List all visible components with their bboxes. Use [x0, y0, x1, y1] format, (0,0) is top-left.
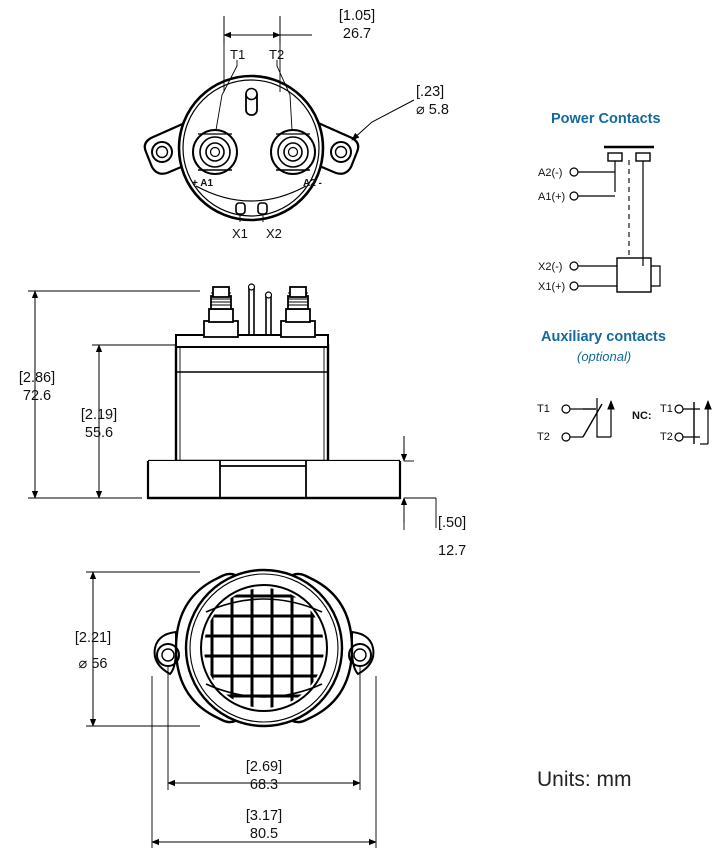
aux-left-terminal-t1: T1 [537, 403, 550, 415]
bottom-view-overall-width-inch: [3.17] [245, 808, 283, 824]
aux-nc-label: NC: [632, 410, 652, 422]
top-view-label-x2: X2 [266, 226, 282, 241]
power-terminal-x1: X1(+) [538, 281, 566, 293]
side-view-body-height-inch: [2.19] [80, 407, 118, 423]
bottom-view-mount-center-inch: [2.69] [245, 759, 283, 775]
top-view-label-a1: + A1 [192, 178, 214, 189]
side-view-geometry [148, 284, 400, 498]
bottom-view-geometry [155, 570, 374, 726]
top-view-label-t2: T2 [269, 47, 285, 62]
top-view-width-mm: 26.7 [342, 26, 372, 42]
top-view-hole-mm-value: 5.8 [428, 102, 449, 118]
aux-right-terminal-t2: T2 [660, 431, 673, 443]
side-view-base-thickness-inch: [.50] [438, 515, 467, 531]
top-view-label-x1: X1 [232, 226, 248, 241]
auxiliary-contacts-title: Auxiliary contacts [541, 329, 666, 345]
top-view-hole-leader [352, 100, 414, 140]
dia-symbol-icon: ⌀ [416, 102, 425, 118]
auxiliary-contacts-subtitle: (optional) [577, 349, 632, 364]
side-view-overall-height-mm: 72.6 [22, 388, 52, 404]
bottom-view-dia-inch: [2.21] [74, 630, 112, 646]
top-view-label-a2: A2 - [303, 178, 322, 189]
side-view-overall-height-inch: [2.86] [18, 370, 56, 386]
aux-right-terminal-t1: T1 [660, 403, 673, 415]
dia-symbol-icon-2: ⌀ [78, 656, 88, 672]
bottom-view-overall-width-mm: 80.5 [249, 826, 279, 842]
units-note: Units: mm [537, 768, 632, 791]
aux-left-terminal-t2: T2 [537, 431, 550, 443]
top-view-hole-mm [416, 102, 506, 119]
bottom-view-dia-mm-value: 56 [91, 656, 108, 672]
power-terminal-a1: A1(+) [538, 191, 566, 203]
side-view-body-height-mm: 55.6 [84, 425, 114, 441]
top-view-label-t1: T1 [230, 47, 246, 62]
bottom-view-mount-center-mm: 68.3 [249, 777, 279, 793]
side-view-base-thickness-mm: 12.7 [438, 543, 467, 559]
power-contacts-title: Power Contacts [551, 111, 661, 127]
top-view-geometry [145, 76, 358, 220]
power-terminal-a2: A2(-) [538, 167, 563, 179]
top-view-width-inch: [1.05] [338, 8, 376, 24]
top-view-hole-inch: [.23] [416, 84, 445, 100]
side-view-base-thickness-dimension [404, 436, 436, 530]
power-terminal-x2: X2(-) [538, 261, 563, 273]
power-contacts-schematic [570, 147, 660, 292]
bottom-view-dia-mm [58, 656, 128, 673]
